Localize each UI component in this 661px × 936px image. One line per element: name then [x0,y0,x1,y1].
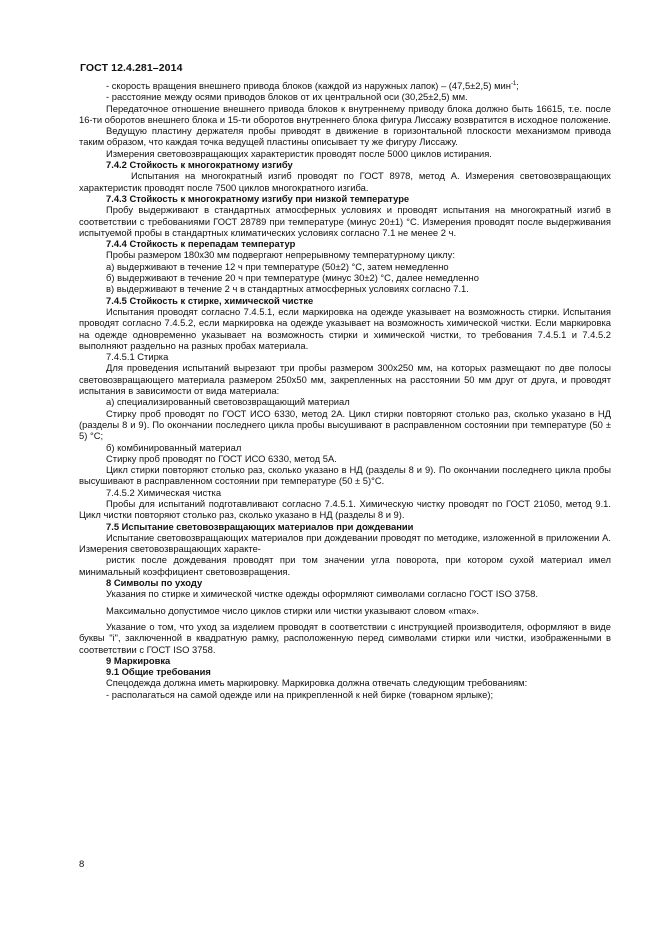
section-heading: 9 Маркировка [106,654,171,666]
document-body [79,80,611,700]
paragraph: - расстояние между осями приводов блоков от их центральной оси (30,25±2,5) мм. [106,91,468,103]
section-heading: 7.4.4 Стойкость к перепадам температур [106,238,296,250]
page-number: 8 [79,859,85,870]
superscript: -1 [510,80,517,87]
paragraph: Пробы размером 180х30 мм подвергают непрерывному температурному циклу: [106,249,455,261]
paragraph: Спецодежда должна иметь маркировку. Маркировка должна отвечать следующим требованиям: [106,677,528,689]
list-item: - располагаться на самой одежде или на прикрепленной к ней бирке (товарном ярлыке); [106,688,494,700]
list-item: в) выдерживают в течение 2 ч в стандартных атмосферных условиях согласно 7.1. [106,283,469,295]
subsection-title: 7.4.5.2 Химическая чистка [106,486,222,498]
paragraph: Максимально допустимое число циклов стирки или чистки указывают словом «max». [106,604,479,616]
section-heading: 8 Символы по уходу [106,577,203,589]
paragraph: ристик после дождевания проводят при том значении угла поворота, при котором сухой материал имел минимальный коэффициент световозвращения. [79,554,611,577]
paragraph: Цикл стирки повторяют столько раз, сколько указано в НД (разделы 8 и 9). По окончании последнего цикла пробы высушивают в расправленном состоянии при температуре (50 ± 5)°С. [79,464,611,487]
paragraph: Измерения световозвращающих характеристик проводят после 5000 циклов истирания. [106,147,492,159]
section-heading: 7.4.5 Стойкость к стирке, химической чистке [106,294,314,306]
paragraph: Указание о том, что уход за изделием проводят в соответствии с инструкцией производителя, оформляют в виде буквы "i", заключенной в квадратную рамку, расположенную перед символами стирки или чистки, изображенными в соответствии с ГОСТ ISO 3758. [79,620,611,655]
paragraph: Пробу выдерживают в стандартных атмосферных условиях и проводят испытания на многократный изгиб в соответствии с требованиями ГОСТ 28789 при температуре (минус 20±1) °С. Измерения проводят после выдерживания испытуемой пробы в стандартных климатических условиях согласно 7.1 не менее 2 ч. [79,204,611,238]
paragraph: Ведущую пластину держателя пробы приводят в движение в горизонтальной плоскости механизмом привода таким образом, что каждая точка ведущей пластины описывает ту же фигуру Лиссажу. [79,125,611,148]
paragraph: Испытание световозвращающих материалов при дождевании проводят по методике, изложенной в приложении А. Измерения световозвращающих характе- [79,531,611,555]
paragraph: Испытания проводят согласно 7.4.5.1, если маркировка на одежде указывает на возможность стирки. Испытания проводят согласно 7.4.5.2, если маркировка на одежде указывает на возможность химической чистки. Если маркировка на одежде одновременно указывает на возможность стирки и химической чистки, то требования 7.4.5.1 и 7.4.5.2 выполняют раздельно на разных пробах материала. [79,305,611,351]
list-item: а) специализированный световозвращающий материал [106,396,350,408]
section-heading: 7.4.3 Стойкость к многократному изгибу при низкой температуре [106,192,410,204]
paragraph: Испытания на многократный изгиб проводят по ГОСТ 8978, метод А. Измерения световозвращающих характеристик проводят после 7500 циклов многократного изгиба. [79,170,611,193]
list-item: б) выдерживают в течение 20 ч при температуре (минус 30±2) °С, далее немедленно [106,272,479,284]
section-heading: 7.4.2 Стойкость к многократному изгибу [106,159,293,171]
section-heading: 7.5 Испытание световозвращающих материалов при дождевании [106,520,414,532]
paragraph: Для проведения испытаний вырезают три пробы размером 300х250 мм, на которых размещают по две полосы световозвращающего материала размером 250х50 мм, закрепленных на расстоянии 50 мм друг от друга, и проводят испытания в зависимости от вида материала: [79,362,611,397]
paragraph: Стирку проб проводят по ГОСТ ИСО 6330, метод 5А. [106,452,337,464]
list-item: а) выдерживают в течение 12 ч при температуре (50±2) °С, затем немедленно [106,260,449,272]
paragraph: - скорость вращения внешнего привода блоков (каждой из наружных лапок) – (47,5±2,5) мин$^{-1}$; [106,80,519,91]
paragraph: Указания по стирке и химической чистке одежды оформляют символами согласно ГОСТ ISO 3758. [106,588,538,600]
section-heading: 9.1 Общие требования [106,666,211,678]
list-item: б) комбинированный материал [106,441,242,453]
document-header-code: ГОСТ 12.4.281–2014 [80,62,183,74]
paragraph: Передаточное отношение внешнего привода блоков к внутреннему приводу блока должно быть 16615, т.е. после 16-ти оборотов внешнего блока и 15-ти оборотов внутреннего блока фигура Лиссажу возвратится в исходное положение. [79,102,611,125]
paragraph: Стирку проб проводят по ГОСТ ИСО 6330, метод 2А. Цикл стирки повторяют столько раз, сколько указано в НД (разделы 8 и 9). По окончании последнего цикла пробы высушивают в расправленном состоянии при температуре (50 ± 5) °С; [79,407,611,442]
subsection-title: 7.4.5.1 Стирка [106,351,169,363]
paragraph: Пробы для испытаний подготавливают согласно 7.4.5.1. Химическую чистку проводят по ГОСТ 21050, метод 9.1. Цикл чистки повторяют столько раз, сколько указано в НД (разделы 8 и 9). [79,497,611,521]
